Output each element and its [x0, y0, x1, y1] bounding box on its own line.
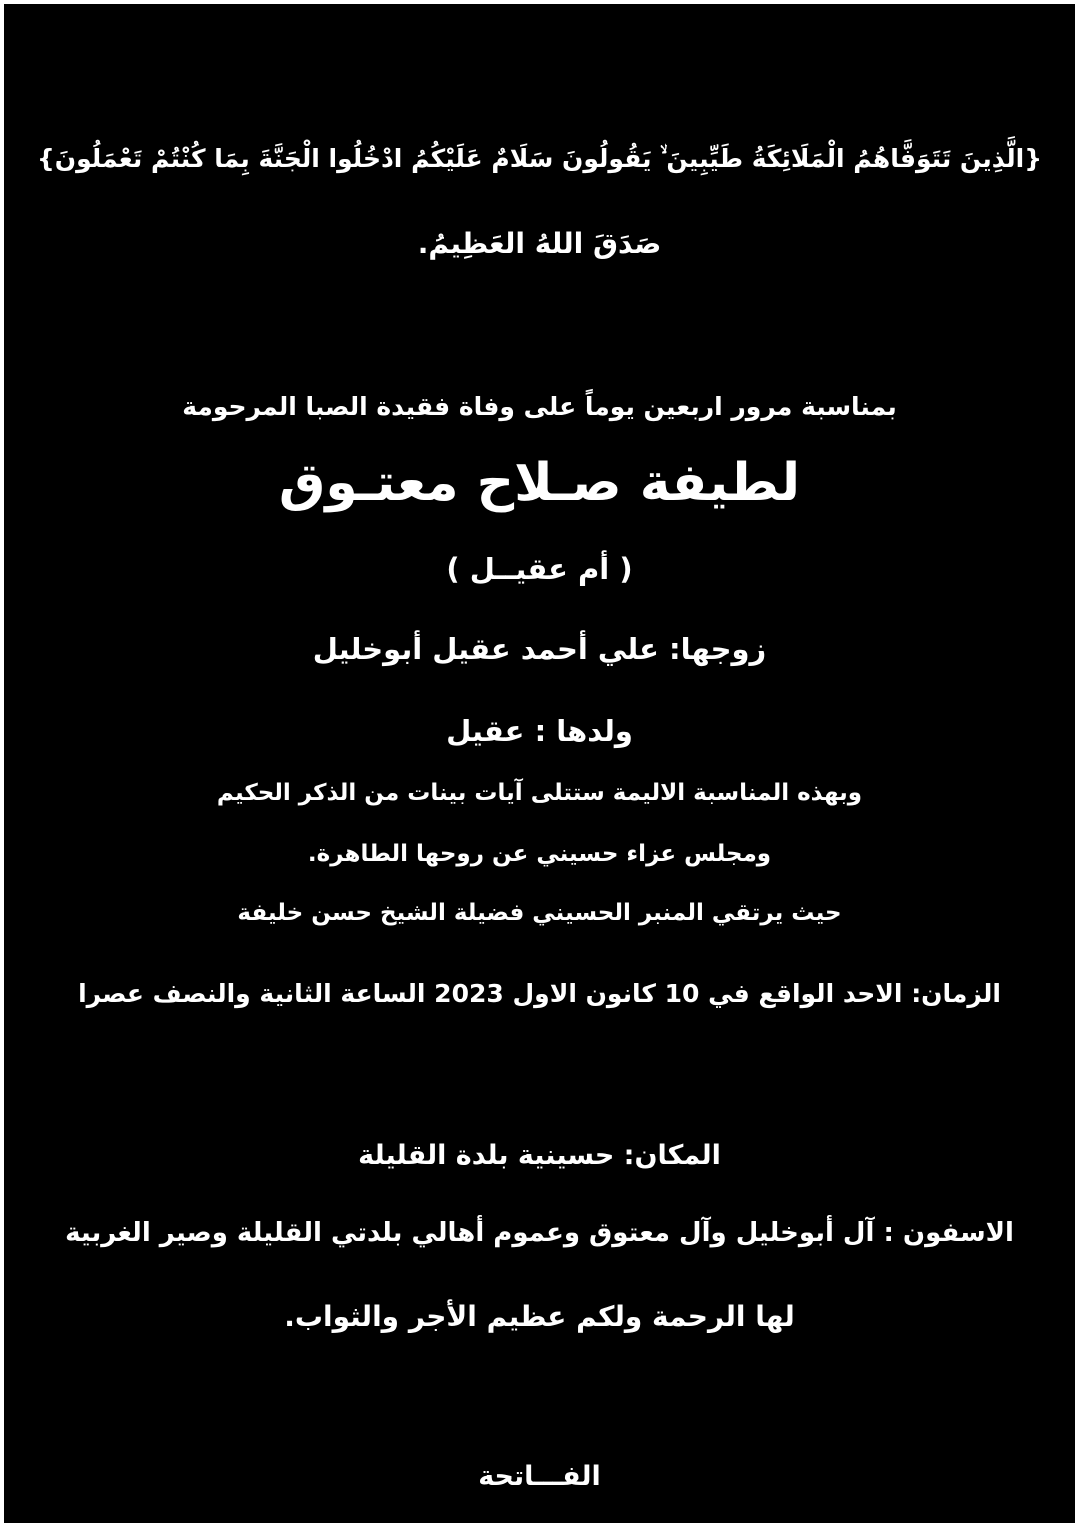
prayer-line: لها الرحمة ولكم عظيم الأجر والثواب.	[284, 1300, 795, 1333]
recitation-line-2: ومجلس عزاء حسيني عن روحها الطاهرة.	[307, 841, 772, 867]
quran-verse: {الَّذِينَ تَتَوَفَّاهُمُ الْمَلَائِكَةُ طَيِّبِينَ ۙ يَقُولُونَ سَلَامٌ عَلَيْكُمُ ادْخُلُوا الْجَنَّةَ بِمَا كُنْتُمْ تَعْمَلُونَ}	[36, 144, 1043, 173]
husband-line: زوجها: علي أحمد عقيل أبوخليل	[312, 632, 767, 666]
obituary-card	[4, 4, 1075, 1523]
time-line: الزمان: الاحد الواقع في 10 كانون الاول 2023 الساعة الثانية والنصف عصرا	[78, 979, 1001, 1008]
fatiha-line: الفـــاتحة	[478, 1461, 601, 1492]
son-line: ولدها : عقيل	[446, 714, 633, 748]
mourners-line: الاسفون : آل أبوخليل وآل معتوق وعموم أهالي بلدتي القليلة وصير الغربية	[65, 1218, 1014, 1248]
deceased-name: لطيفة صـلاح معتـوق	[278, 453, 801, 513]
occasion-line: بمناسبة مرور اربعين يوماً على وفاة فقيدة الصبا المرحومة	[182, 392, 897, 421]
deceased-nickname: ( أم عقيــل )	[446, 552, 633, 586]
recitation-line-1: وبهذه المناسبة الاليمة ستتلى آيات بينات من الذكر الحكيم	[216, 780, 863, 806]
recitation-line-3: حيث يرتقي المنبر الحسيني فضيلة الشيخ حسن خليفة	[237, 900, 842, 926]
verse-closing: صَدَقَ اللهُ العَظِيمُ.	[417, 227, 662, 260]
place-line: المكان: حسينية بلدة القليلة	[358, 1140, 721, 1171]
